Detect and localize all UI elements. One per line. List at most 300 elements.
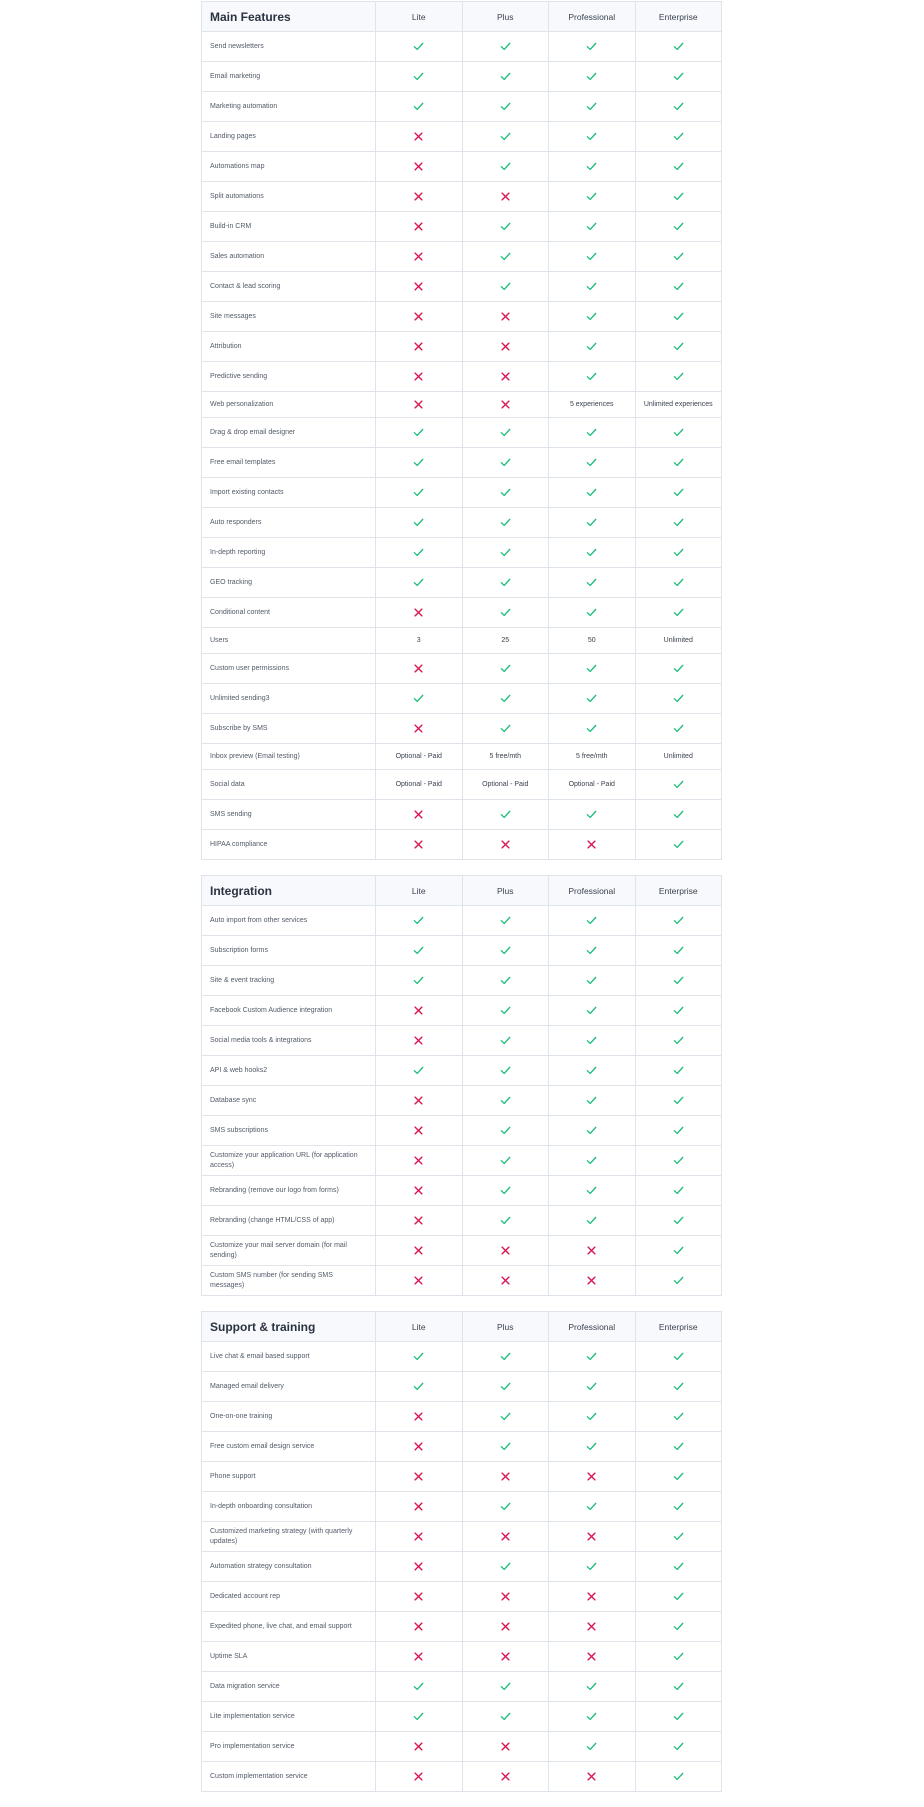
feature-cell-lite (376, 122, 463, 152)
feature-name: Site & event tracking (202, 966, 376, 996)
checkmark-icon (413, 41, 424, 52)
table-row (202, 714, 722, 744)
checkmark-icon (586, 693, 597, 704)
feature-cell-enterprise (635, 1492, 722, 1522)
feature-cell-lite (376, 272, 463, 302)
cross-icon (413, 1591, 424, 1602)
checkmark-icon (586, 341, 597, 352)
section-title: Support & training (202, 1312, 376, 1342)
checkmark-icon (586, 1741, 597, 1752)
feature-cell-enterprise (635, 654, 722, 684)
feature-name: Send newsletters (202, 32, 376, 62)
feature-cell-professional (549, 684, 636, 714)
feature-cell-professional (549, 272, 636, 302)
cross-icon (413, 1095, 424, 1106)
checkmark-icon (500, 427, 511, 438)
feature-value-professional: 5 free/mth (549, 744, 636, 770)
feature-cell-enterprise (635, 182, 722, 212)
feature-name: In-depth reporting (202, 538, 376, 568)
feature-cell-professional (549, 508, 636, 538)
feature-cell-professional (549, 92, 636, 122)
cross-icon (500, 399, 511, 410)
feature-cell-plus (462, 830, 549, 860)
checkmark-icon (673, 1501, 684, 1512)
feature-name: Free email templates (202, 448, 376, 478)
feature-cell-lite (376, 1582, 463, 1612)
feature-name: Uptime SLA (202, 1642, 376, 1672)
feature-cell-enterprise (635, 32, 722, 62)
feature-cell-professional (549, 1552, 636, 1582)
cross-icon (413, 251, 424, 262)
cross-icon (413, 1411, 424, 1422)
checkmark-icon (500, 1711, 511, 1722)
table-row (202, 1266, 722, 1296)
feature-cell-professional (549, 714, 636, 744)
feature-value-professional: 5 experiences (549, 392, 636, 418)
feature-cell-plus (462, 1702, 549, 1732)
plan-header-plus: Plus (462, 1312, 549, 1342)
table-row (202, 1086, 722, 1116)
feature-cell-enterprise (635, 92, 722, 122)
feature-cell-plus (462, 242, 549, 272)
checkmark-icon (673, 1621, 684, 1632)
feature-cell-lite (376, 242, 463, 272)
checkmark-icon (586, 1185, 597, 1196)
feature-cell-professional (549, 1462, 636, 1492)
feature-cell-lite (376, 1402, 463, 1432)
checkmark-icon (586, 1155, 597, 1166)
feature-cell-plus (462, 1086, 549, 1116)
checkmark-icon (586, 945, 597, 956)
feature-cell-lite (376, 1522, 463, 1552)
table-row (202, 32, 722, 62)
feature-name: Import existing contacts (202, 478, 376, 508)
table-row (202, 1732, 722, 1762)
checkmark-icon (673, 41, 684, 52)
checkmark-icon (500, 1441, 511, 1452)
feature-cell-professional (549, 1146, 636, 1176)
feature-cell-lite (376, 448, 463, 478)
table-row (202, 1762, 722, 1792)
checkmark-icon (673, 809, 684, 820)
checkmark-icon (673, 945, 684, 956)
checkmark-icon (673, 1005, 684, 1016)
feature-cell-lite (376, 302, 463, 332)
feature-cell-professional (549, 800, 636, 830)
feature-name: SMS subscriptions (202, 1116, 376, 1146)
table-row (202, 538, 722, 568)
feature-cell-professional (549, 1762, 636, 1792)
plan-header-lite: Lite (376, 876, 463, 906)
feature-cell-enterprise (635, 598, 722, 628)
feature-cell-enterprise (635, 1266, 722, 1296)
table-row (202, 212, 722, 242)
checkmark-icon (673, 607, 684, 618)
feature-name: Build-in CRM (202, 212, 376, 242)
table-row (202, 1582, 722, 1612)
cross-icon (586, 1591, 597, 1602)
checkmark-icon (500, 487, 511, 498)
feature-name: Free custom email design service (202, 1432, 376, 1462)
checkmark-icon (586, 1381, 597, 1392)
checkmark-icon (413, 577, 424, 588)
cross-icon (413, 1741, 424, 1752)
checkmark-icon (673, 517, 684, 528)
feature-cell-professional (549, 1522, 636, 1552)
feature-name: Conditional content (202, 598, 376, 628)
checkmark-icon (586, 1065, 597, 1076)
checkmark-icon (673, 1125, 684, 1136)
checkmark-icon (673, 1411, 684, 1422)
feature-cell-enterprise (635, 1176, 722, 1206)
checkmark-icon (586, 577, 597, 588)
feature-name: Attribution (202, 332, 376, 362)
feature-name: Social media tools & integrations (202, 1026, 376, 1056)
feature-cell-professional (549, 568, 636, 598)
table-header-row (202, 1312, 722, 1342)
checkmark-icon (586, 221, 597, 232)
cross-icon (586, 1275, 597, 1286)
feature-name: Rebranding (remove our logo from forms) (202, 1176, 376, 1206)
feature-name: Users (202, 628, 376, 654)
feature-value-enterprise: Unlimited (635, 628, 722, 654)
checkmark-icon (673, 371, 684, 382)
feature-cell-enterprise (635, 1086, 722, 1116)
cross-icon (413, 1275, 424, 1286)
feature-name: Split automations (202, 182, 376, 212)
table-row (202, 92, 722, 122)
cross-icon (413, 1245, 424, 1256)
checkmark-icon (673, 693, 684, 704)
feature-cell-lite (376, 1732, 463, 1762)
table-row (202, 906, 722, 936)
feature-cell-lite (376, 800, 463, 830)
table-row (202, 1176, 722, 1206)
checkmark-icon (413, 1711, 424, 1722)
feature-cell-professional (549, 966, 636, 996)
feature-cell-lite (376, 1642, 463, 1672)
feature-name: Unlimited sending3 (202, 684, 376, 714)
feature-cell-lite (376, 1056, 463, 1086)
table-row (202, 996, 722, 1026)
checkmark-icon (586, 191, 597, 202)
feature-cell-professional (549, 538, 636, 568)
checkmark-icon (413, 427, 424, 438)
checkmark-icon (586, 809, 597, 820)
table-row (202, 1056, 722, 1086)
feature-name: Rebranding (change HTML/CSS of app) (202, 1206, 376, 1236)
table-row (202, 770, 722, 800)
feature-cell-lite (376, 418, 463, 448)
checkmark-icon (673, 251, 684, 262)
feature-cell-plus (462, 1266, 549, 1296)
table-row (202, 830, 722, 860)
feature-cell-plus (462, 32, 549, 62)
checkmark-icon (673, 221, 684, 232)
feature-cell-plus (462, 598, 549, 628)
feature-cell-professional (549, 906, 636, 936)
feature-name: Customized marketing strategy (with quarterly updates) (202, 1522, 376, 1552)
feature-cell-professional (549, 62, 636, 92)
feature-cell-enterprise (635, 122, 722, 152)
feature-name: Automations map (202, 152, 376, 182)
feature-cell-plus (462, 418, 549, 448)
feature-cell-plus (462, 1342, 549, 1372)
feature-name: Web personalization (202, 392, 376, 418)
feature-cell-plus (462, 1462, 549, 1492)
feature-name: Facebook Custom Audience integration (202, 996, 376, 1026)
checkmark-icon (500, 1155, 511, 1166)
checkmark-icon (673, 101, 684, 112)
checkmark-icon (500, 693, 511, 704)
feature-cell-lite (376, 152, 463, 182)
feature-cell-enterprise (635, 1582, 722, 1612)
checkmark-icon (673, 457, 684, 468)
feature-cell-enterprise (635, 362, 722, 392)
table-row (202, 598, 722, 628)
checkmark-icon (586, 1351, 597, 1362)
feature-name: Custom SMS number (for sending SMS messages) (202, 1266, 376, 1296)
feature-cell-professional (549, 1266, 636, 1296)
feature-name: Phone support (202, 1462, 376, 1492)
checkmark-icon (673, 577, 684, 588)
feature-name: Custom user permissions (202, 654, 376, 684)
feature-cell-plus (462, 996, 549, 1026)
cross-icon (413, 1035, 424, 1046)
cross-icon (413, 1441, 424, 1452)
cross-icon (413, 221, 424, 232)
feature-cell-plus (462, 332, 549, 362)
checkmark-icon (500, 281, 511, 292)
feature-cell-lite (376, 1086, 463, 1116)
feature-value-lite: Optional - Paid (376, 744, 463, 770)
feature-cell-enterprise (635, 242, 722, 272)
checkmark-icon (673, 341, 684, 352)
feature-cell-professional (549, 1732, 636, 1762)
plan-header-lite: Lite (376, 1312, 463, 1342)
table-header-row (202, 2, 722, 32)
cross-icon (413, 399, 424, 410)
feature-name: Inbox preview (Email testing) (202, 744, 376, 770)
feature-name: Expedited phone, live chat, and email support (202, 1612, 376, 1642)
feature-name: Managed email delivery (202, 1372, 376, 1402)
cross-icon (500, 371, 511, 382)
cross-icon (500, 1531, 511, 1542)
table-row (202, 1146, 722, 1176)
feature-cell-professional (549, 598, 636, 628)
checkmark-icon (673, 779, 684, 790)
feature-cell-professional (549, 1206, 636, 1236)
checkmark-icon (500, 577, 511, 588)
checkmark-icon (673, 1741, 684, 1752)
feature-cell-enterprise (635, 478, 722, 508)
feature-cell-enterprise (635, 1672, 722, 1702)
feature-cell-plus (462, 936, 549, 966)
checkmark-icon (413, 1381, 424, 1392)
feature-cell-plus (462, 1672, 549, 1702)
cross-icon (413, 1471, 424, 1482)
feature-cell-plus (462, 1372, 549, 1402)
feature-cell-professional (549, 1402, 636, 1432)
table-row (202, 362, 722, 392)
feature-cell-enterprise (635, 1702, 722, 1732)
cross-icon (500, 311, 511, 322)
table-row (202, 302, 722, 332)
table-row (202, 568, 722, 598)
table-row (202, 332, 722, 362)
feature-cell-plus (462, 478, 549, 508)
checkmark-icon (500, 1351, 511, 1362)
checkmark-icon (500, 517, 511, 528)
table-row (202, 1206, 722, 1236)
feature-cell-plus (462, 1236, 549, 1266)
feature-cell-professional (549, 830, 636, 860)
feature-cell-plus (462, 152, 549, 182)
feature-cell-plus (462, 1432, 549, 1462)
feature-cell-plus (462, 800, 549, 830)
checkmark-icon (673, 1591, 684, 1602)
checkmark-icon (413, 693, 424, 704)
table-row (202, 1372, 722, 1402)
feature-cell-plus (462, 1492, 549, 1522)
feature-cell-enterprise (635, 212, 722, 242)
feature-cell-lite (376, 62, 463, 92)
checkmark-icon (673, 839, 684, 850)
cross-icon (413, 1561, 424, 1572)
checkmark-icon (500, 1501, 511, 1512)
checkmark-icon (586, 1711, 597, 1722)
feature-name: Customize your application URL (for application access) (202, 1146, 376, 1176)
cross-icon (500, 341, 511, 352)
table-row (202, 62, 722, 92)
checkmark-icon (586, 663, 597, 674)
checkmark-icon (673, 1215, 684, 1226)
checkmark-icon (413, 945, 424, 956)
feature-name: Subscription forms (202, 936, 376, 966)
feature-cell-enterprise (635, 568, 722, 598)
checkmark-icon (673, 1185, 684, 1196)
feature-cell-lite (376, 684, 463, 714)
checkmark-icon (500, 251, 511, 262)
checkmark-icon (673, 131, 684, 142)
checkmark-icon (673, 1531, 684, 1542)
plan-header-plus: Plus (462, 876, 549, 906)
feature-cell-professional (549, 996, 636, 1026)
table-row (202, 392, 722, 418)
feature-value-professional: Optional - Paid (549, 770, 636, 800)
feature-cell-lite (376, 1612, 463, 1642)
feature-cell-professional (549, 362, 636, 392)
cross-icon (413, 1005, 424, 1016)
feature-name: SMS sending (202, 800, 376, 830)
feature-cell-enterprise (635, 1342, 722, 1372)
feature-cell-lite (376, 568, 463, 598)
checkmark-icon (586, 975, 597, 986)
feature-cell-lite (376, 182, 463, 212)
checkmark-icon (500, 1125, 511, 1136)
plan-header-enterprise: Enterprise (635, 1312, 722, 1342)
checkmark-icon (673, 1561, 684, 1572)
checkmark-icon (673, 487, 684, 498)
checkmark-icon (413, 547, 424, 558)
checkmark-icon (673, 1351, 684, 1362)
checkmark-icon (500, 1185, 511, 1196)
feature-cell-enterprise (635, 966, 722, 996)
feature-cell-plus (462, 1146, 549, 1176)
feature-cell-plus (462, 1582, 549, 1612)
feature-cell-plus (462, 654, 549, 684)
feature-cell-enterprise (635, 1206, 722, 1236)
plan-header-lite: Lite (376, 2, 463, 32)
feature-cell-enterprise (635, 1402, 722, 1432)
cross-icon (500, 1651, 511, 1662)
feature-cell-enterprise (635, 538, 722, 568)
checkmark-icon (500, 1215, 511, 1226)
feature-value-enterprise: Unlimited experiences (635, 392, 722, 418)
checkmark-icon (673, 311, 684, 322)
feature-cell-lite (376, 1266, 463, 1296)
checkmark-icon (586, 1005, 597, 1016)
feature-cell-professional (549, 478, 636, 508)
checkmark-icon (586, 1561, 597, 1572)
feature-name: Sales automation (202, 242, 376, 272)
table-row (202, 744, 722, 770)
feature-cell-enterprise (635, 62, 722, 92)
cross-icon (413, 371, 424, 382)
table-row (202, 628, 722, 654)
feature-cell-lite (376, 1026, 463, 1056)
cross-icon (413, 1531, 424, 1542)
feature-cell-enterprise (635, 1462, 722, 1492)
feature-name: API & web hooks2 (202, 1056, 376, 1086)
checkmark-icon (586, 281, 597, 292)
feature-cell-enterprise (635, 1236, 722, 1266)
checkmark-icon (500, 975, 511, 986)
feature-cell-plus (462, 1762, 549, 1792)
feature-cell-lite (376, 508, 463, 538)
feature-cell-professional (549, 1582, 636, 1612)
feature-cell-professional (549, 1702, 636, 1732)
feature-cell-plus (462, 272, 549, 302)
plan-header-enterprise: Enterprise (635, 2, 722, 32)
feature-cell-enterprise (635, 770, 722, 800)
cross-icon (413, 839, 424, 850)
feature-name: Social data (202, 770, 376, 800)
checkmark-icon (586, 427, 597, 438)
table-row (202, 966, 722, 996)
feature-cell-enterprise (635, 1026, 722, 1056)
checkmark-icon (673, 1681, 684, 1692)
checkmark-icon (413, 457, 424, 468)
feature-name: Site messages (202, 302, 376, 332)
checkmark-icon (586, 311, 597, 322)
feature-name: Marketing automation (202, 92, 376, 122)
checkmark-icon (673, 1651, 684, 1662)
feature-cell-lite (376, 1702, 463, 1732)
feature-cell-enterprise (635, 1612, 722, 1642)
feature-cell-lite (376, 1116, 463, 1146)
feature-cell-lite (376, 714, 463, 744)
feature-cell-professional (549, 1236, 636, 1266)
checkmark-icon (413, 487, 424, 498)
feature-cell-lite (376, 598, 463, 628)
feature-cell-plus (462, 1522, 549, 1552)
feature-cell-plus (462, 1026, 549, 1056)
feature-cell-professional (549, 1116, 636, 1146)
feature-cell-professional (549, 1342, 636, 1372)
checkmark-icon (586, 101, 597, 112)
feature-cell-plus (462, 122, 549, 152)
